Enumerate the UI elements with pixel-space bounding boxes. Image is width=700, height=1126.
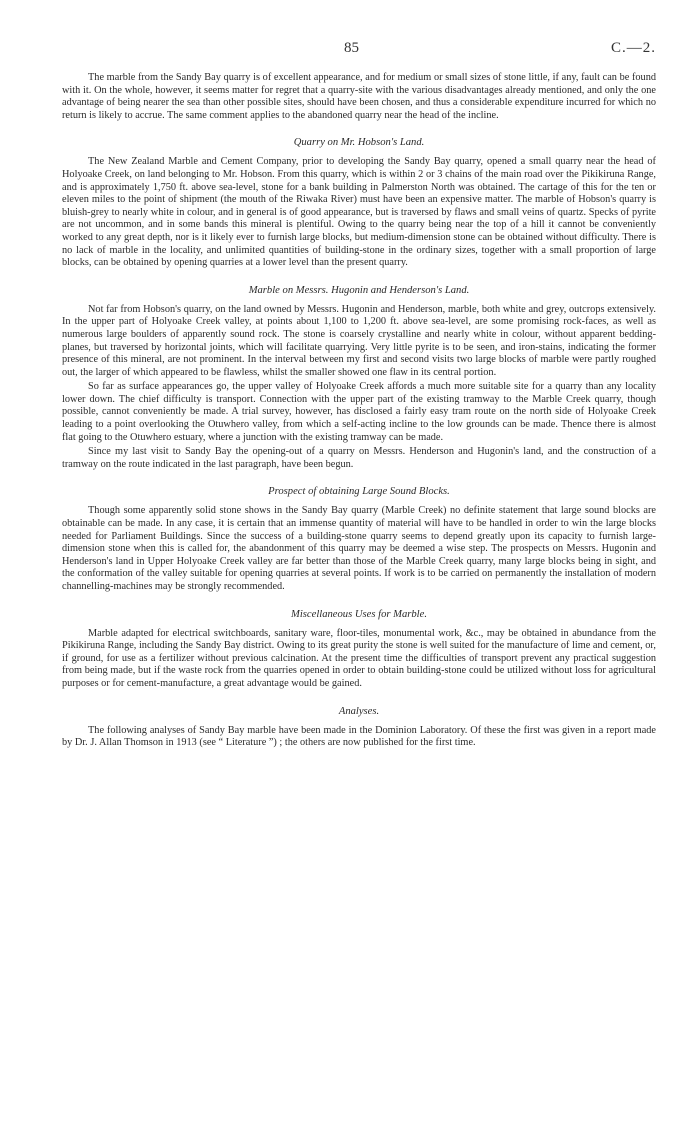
section-heading: Marble on Messrs. Hugonin and Henderson's Land. [248,284,470,296]
section-heading: Quarry on Mr. Hobson's Land. [293,137,425,149]
section-heading: Prospect of obtaining Large Sound Blocks. [268,486,450,498]
paragraph: Marble adapted for electrical switchboards, sanitary ware, floor-tiles, monumental work, &c., may be obtained in abundance from the Pikikiruna Range, including the Sandy Bay district. Owing to its great purity the stone is well suited for the manufacture of lime and cement, or, if ground, for use as a fertilizer without previous calcination. At the present time the difficulties of transport prevent any practical suggestion from being made, but if the waste rock from the quarries opened in order to obtain building-stone could be utilized without loss for agricultural purposes or for cement-manufacture, a great advantage would be gained. [62,627,656,689]
page-header [62,40,656,66]
paragraph: The marble from the Sandy Bay quarry is of excellent appearance, and for medium or small sizes of stone little, if any, fault can be found with it. On the whole, however, it seems matter for regret that a quarry-site with the various disadvantages already mentioned, and only the one advantage of being nearer the sea than other possible sites, should have been chosen, and thus a considerable expenditure incurred for which no return is likely to accrue. The same comment applies to the abandoned quarry near the head of the incline. [62,72,656,121]
section-large-sound-blocks [62,485,656,593]
document-reference: C.—2. [610,40,656,56]
paragraph: Since my last visit to Sandy Bay the opening-out of a quarry on Messrs. Henderson and Hugonin's land, and the construction of a tramway on the route indicated in the last paragraph, have been begun. [62,446,656,470]
section-hobson-quarry [62,136,656,269]
section-hugonin-henderson-land [62,284,656,472]
section-sandy-bay-quarry [62,72,656,122]
paragraph: The New Zealand Marble and Cement Company, prior to developing the Sandy Bay quarry, opened a small quarry near the head of Holyoake Creek, on land belonging to Mr. Hobson. From this quarry, which is within 2 or 3 chains of the main road over the Pikikiruna Range, and is approximately 1,750 ft. above sea-level, stone for a bank building in Palmerston North was obtained. The cartage of this for the ten or eleven miles to the point of shipment (the mouth of the Riwaka River) must have been an expensive matter. The marble of Hobson's quarry is bluish-grey to nearly white in colour, and in general is of good appearance, but is traversed by flaws and small veins of quartz. Specks of pyrite are not uncommon, and in some bands this mineral is plentiful. Owing to the quarry being near the top of a hill it cannot be conveniently worked to any great depth, nor is it likely ever to furnish large blocks, but medium-dimension stone can be obtained without difficulty. There is no lack of marble in the locality, and unlimited quantities of building-stone in the ordinary sizes, together with a small proportion of large blocks, can be obtained by opening quarries at a lower level than the present quarry. [62,156,656,269]
paragraph: So far as surface appearances go, the upper valley of Holyoake Creek affords a much more suitable site for a quarry than any locality lower down. The chief difficulty is transport. Connection with the upper part of the existing tramway to the Marble Creek quarry, though possible, cannot conveniently be made. A trial survey, however, has disclosed a fairly easy tram route on the north side of Holyoake Creek leading to a point overlooking the Otuwhero valley, from which a self-acting incline to the low grounds can be made. Thence there is almost flat going to the Otuwhero estuary, where a junction with the existing tramway can be made. [62,381,656,443]
paragraph: Not far from Hobson's quarry, on the land owned by Messrs. Hugonin and Henderson, marble, both white and grey, outcrops extensively. In the upper part of Holyoake Creek valley, at points about 1,100 to 1,200 ft. above sea-level, are some promising rock-faces, as well as numerous large boulders of apparently sound rock. The stone is coarsely crystalline and nearly white in colour, without apparent bedding-planes, but traversed by horizontal joints, which will facilitate quarrying. Very little pyrite is to be seen, and iron-stains, indicating the former presence of this mineral, are not prominent. In the interval between my first and second visits two large blocks of marble were partly roughed out, the larger of which appeared to be flawless, whilst the smaller showed one flaw in its central portion. [62,303,656,378]
paragraph: Though some apparently solid stone shows in the Sandy Bay quarry (Marble Creek) no definite statement that large sound blocks are obtainable can be made. In any case, it is certain that an immense quantity of material will have to be handled in order to win the large blocks needed for Parliament Buildings. Since the success of a building-stone quarry seems to depend greatly upon its capacity to furnish large-dimension stone when this is called for, the abandonment of this quarry may be deemed a wise step. The prospects on Messrs. Hugonin and Henderson's land in Upper Holyoake Creek valley are far better than those of the Marble Creek quarry, many large blocks being in sight, and the conformation of the valley suitable for opening quarries at several points. If work is to be carried on permanently the installation of modern channelling-machines may be strongly recommended. [62,505,656,592]
section-heading: Miscellaneous Uses for Marble. [291,608,427,620]
document-page [62,40,656,750]
page-number: 85 [344,40,359,56]
section-miscellaneous-uses [62,608,656,691]
section-analyses [62,705,656,750]
section-heading: Analyses. [338,705,380,717]
paragraph: The following analyses of Sandy Bay marble have been made in the Dominion Laboratory. Of these the first was given in a report made by Dr. J. Allan Thomson in 1913 (see “ Literature ”) ; the others are now published for the first time. [62,724,656,749]
